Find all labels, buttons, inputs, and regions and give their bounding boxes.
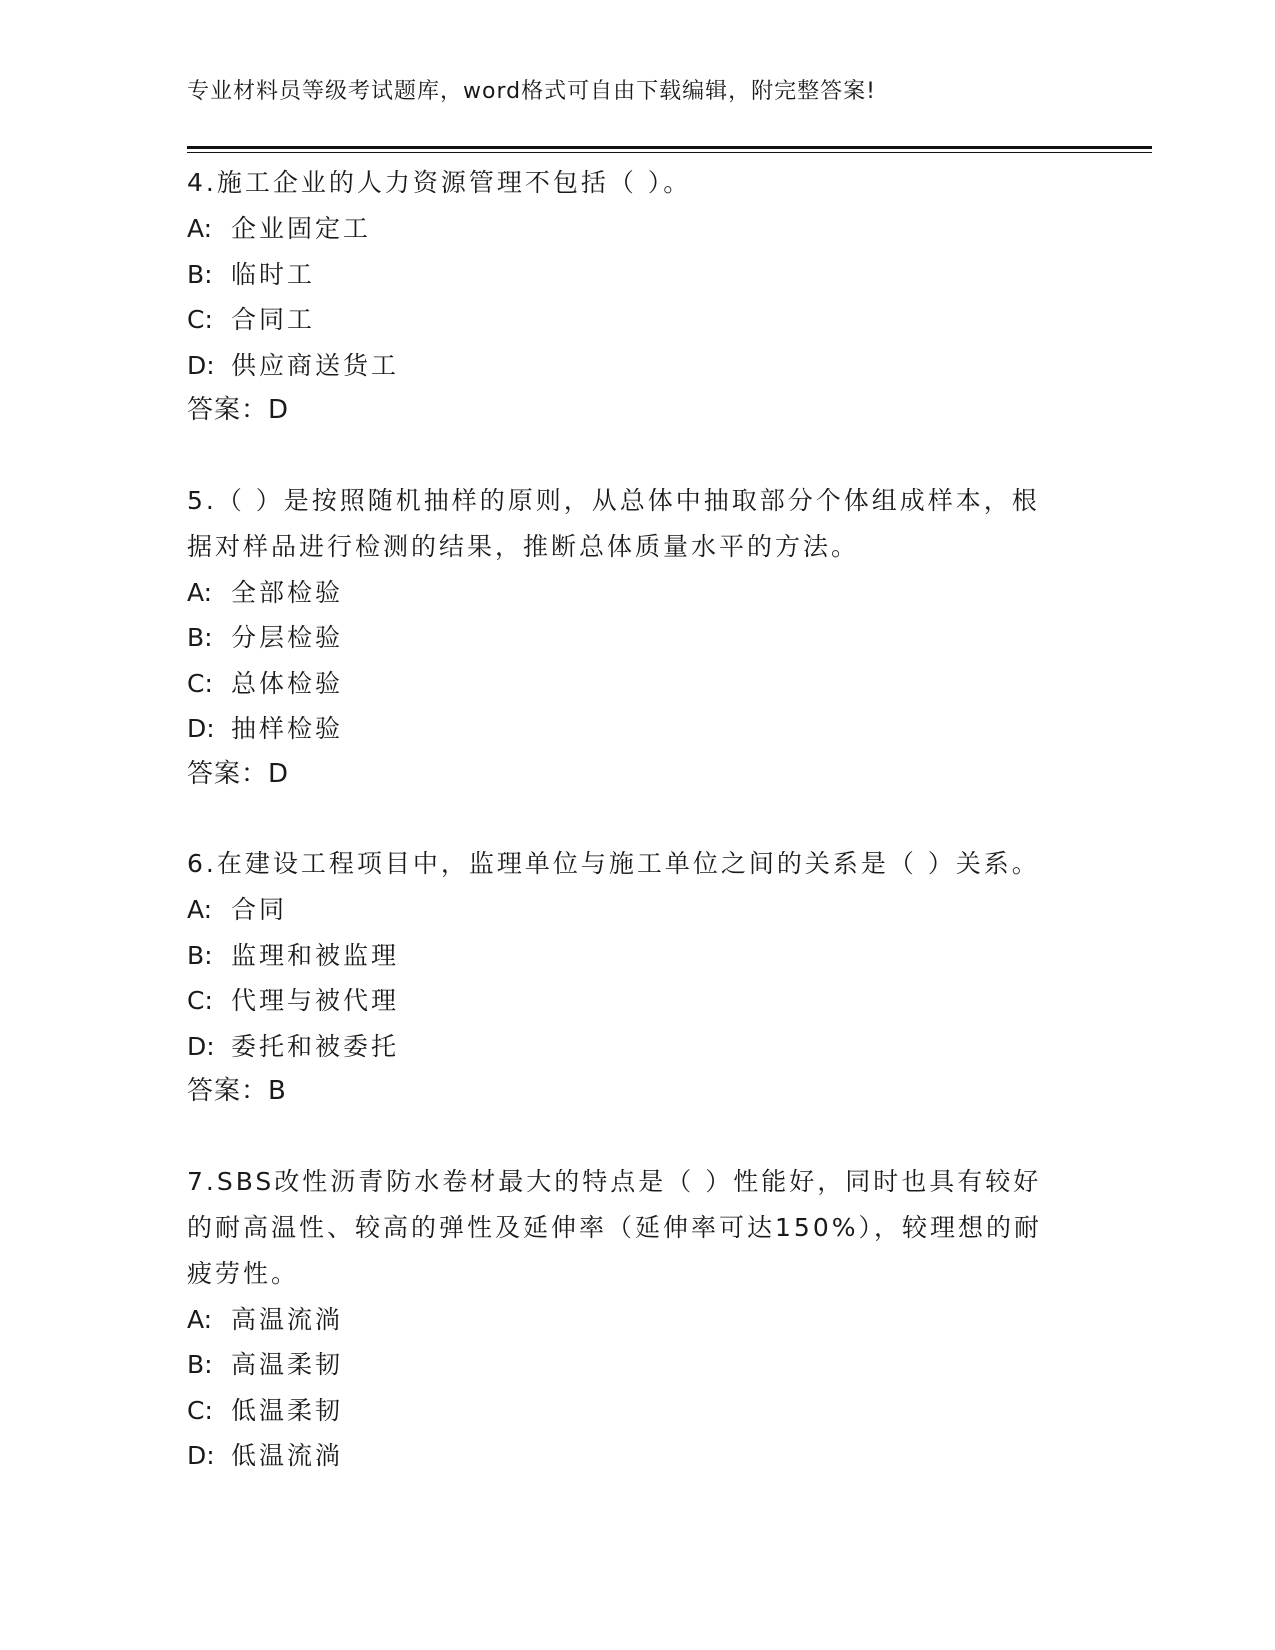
question-7 (187, 1159, 1067, 1479)
option-key: B: (187, 1350, 213, 1379)
answer-line: 答案：B (187, 1076, 287, 1106)
question-stem: 4.施工企业的人力资源管理不包括（ ）。 (187, 168, 692, 197)
option-key: A: (187, 577, 213, 607)
question-spacer (187, 434, 1087, 478)
option-a (187, 206, 1087, 252)
option-key: C: (187, 1395, 213, 1425)
option-text: 低温柔韧 (231, 1395, 344, 1425)
header-rule-thin (187, 152, 1152, 153)
option-a (187, 1297, 1067, 1343)
option-key: A: (187, 895, 213, 924)
option-d (187, 706, 1047, 752)
option-key: D: (187, 1441, 215, 1470)
answer-line: 答案：D (187, 758, 290, 789)
option-key: C: (187, 668, 213, 698)
question-6 (187, 841, 1087, 1115)
question-5 (187, 478, 1047, 798)
option-key: B: (187, 259, 213, 289)
question-stem: 5.（ ）是按照随机抽样的原则，从总体中抽取部分个体组成样本，根据对样品进行检测的结果，推断总体质量水平的方法。 (187, 485, 1040, 561)
answer-line: 答案：D (187, 395, 290, 425)
option-b (187, 615, 1047, 661)
option-c (187, 978, 1087, 1024)
header-rule-thick (187, 146, 1152, 149)
option-b (187, 933, 1087, 979)
option-key: B: (187, 940, 213, 970)
question-stem: 6.在建设工程项目中，监理单位与施工单位之间的关系是（ ）关系。 (187, 849, 1040, 878)
option-text: 低温流淌 (231, 1441, 344, 1470)
option-text: 高温柔韧 (231, 1350, 344, 1379)
option-c (187, 297, 1087, 343)
option-text: 供应商送货工 (231, 350, 400, 380)
option-key: D: (187, 714, 215, 743)
option-d (187, 1024, 1087, 1070)
question-list (187, 160, 1087, 1479)
option-b (187, 252, 1087, 298)
option-key: D: (187, 1031, 215, 1061)
option-text: 全部检验 (231, 577, 344, 607)
option-a (187, 570, 1047, 616)
option-text: 合同工 (231, 305, 316, 334)
option-key: C: (187, 305, 213, 334)
option-a (187, 887, 1087, 933)
option-text: 总体检验 (231, 668, 344, 698)
option-d (187, 1433, 1067, 1479)
page-header: 专业材料员等级考试题库，word格式可自由下载编辑，附完整答案! (187, 79, 876, 104)
option-text: 合同 (231, 895, 288, 924)
question-4 (187, 160, 1087, 434)
question-spacer (187, 797, 1087, 841)
option-text: 委托和被委托 (231, 1031, 400, 1061)
option-text: 抽样检验 (231, 714, 344, 743)
option-key: A: (187, 1304, 213, 1334)
option-text: 企业固定工 (231, 214, 372, 243)
option-d (187, 343, 1087, 389)
option-c (187, 661, 1047, 707)
option-key: C: (187, 986, 213, 1015)
option-text: 监理和被监理 (231, 940, 400, 970)
question-spacer (187, 1115, 1087, 1159)
option-text: 分层检验 (231, 623, 344, 652)
option-key: D: (187, 350, 215, 380)
option-key: A: (187, 214, 213, 243)
option-key: B: (187, 623, 213, 652)
option-c (187, 1388, 1067, 1434)
option-b (187, 1342, 1067, 1388)
question-stem: 7.SBS改性沥青防水卷材最大的特点是（ ）性能好，同时也具有较好的耐高温性、较高的弹性及延伸率（延伸率可达150%），较理想的耐疲劳性。 (187, 1166, 1042, 1288)
option-text: 临时工 (231, 259, 316, 289)
option-text: 代理与被代理 (231, 986, 400, 1015)
option-text: 高温流淌 (231, 1304, 344, 1334)
